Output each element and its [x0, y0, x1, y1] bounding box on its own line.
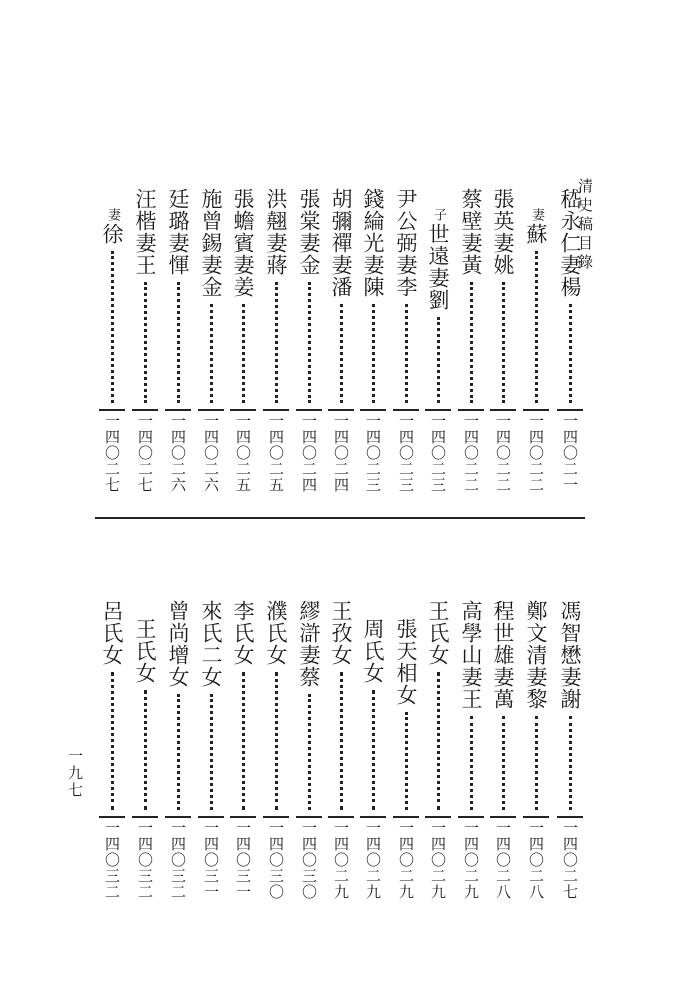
- entry-title: 蔡壁妻黃: [459, 188, 483, 276]
- toc-entry: [521, 208, 551, 493]
- entry-page-number: 一四〇二七: [99, 409, 125, 493]
- entry-title: 妻徐: [100, 208, 124, 245]
- entry-page-number: 一四〇三〇: [296, 816, 322, 900]
- entry-title: 子世遠妻劉: [426, 208, 450, 311]
- entry-page-number: 一四〇二四: [296, 409, 322, 493]
- entry-title: 王孜女: [329, 600, 353, 666]
- entry-page-number: 一四〇二二: [490, 409, 516, 493]
- toc-entry: [521, 600, 551, 900]
- dot-leader: [242, 672, 245, 810]
- dot-leader: [308, 282, 311, 403]
- running-header: 清史稿目錄: [576, 178, 594, 273]
- toc-entry: [456, 188, 486, 493]
- entry-page-number: 一四〇二七: [132, 409, 158, 493]
- entry-title: 嵇永仁妻楊: [558, 188, 582, 298]
- toc-entry: [456, 600, 486, 900]
- entry-title: 濮氏女: [264, 600, 288, 666]
- entry-title: 施曾錫妻金: [199, 188, 223, 298]
- entry-title: 李氏女: [231, 600, 255, 666]
- entry-page-number: 一四〇三二: [132, 816, 158, 900]
- toc-entry: [423, 600, 453, 900]
- toc-entry: [228, 188, 258, 493]
- toc-entry: [358, 188, 388, 493]
- entry-title: 高學山妻王: [459, 600, 483, 710]
- entry-title: 來氏二女: [199, 600, 223, 688]
- entry-page-number: 一四〇二九: [360, 816, 386, 900]
- toc-entry: [97, 600, 127, 900]
- entry-page-number: 一四〇二七: [557, 816, 583, 900]
- entry-title: 張蟾賓妻姜: [231, 188, 255, 298]
- toc-entry: [130, 618, 160, 900]
- entry-title: 張棠妻金: [297, 188, 321, 276]
- dot-leader: [177, 282, 180, 403]
- entry-title: 呂氏女: [100, 600, 124, 666]
- toc-entry: [488, 188, 518, 493]
- toc-entry: [326, 188, 356, 493]
- toc-entry: [358, 618, 388, 900]
- entry-page-number: 一四〇二三: [425, 409, 451, 493]
- toc-entry: [130, 188, 160, 493]
- entry-page-number: 一四〇三〇: [263, 816, 289, 900]
- entry-page-number: 一四〇二八: [490, 816, 516, 900]
- toc-entry: [261, 188, 291, 493]
- toc-entry: [294, 188, 324, 493]
- entry-title: 妻蘇: [524, 208, 548, 245]
- entry-page-number: 一四〇二三: [360, 409, 386, 493]
- toc-entry: [261, 600, 291, 900]
- entry-title: 王氏女: [133, 618, 157, 684]
- entry-title: 曾尚增女: [166, 600, 190, 688]
- dot-leader: [535, 716, 538, 810]
- dot-leader: [242, 304, 245, 403]
- dot-leader: [502, 716, 505, 810]
- entry-page-number: 一四〇二二: [458, 409, 484, 493]
- entry-page-number: 一四〇二二: [523, 409, 549, 493]
- dot-leader: [569, 716, 572, 810]
- dot-leader: [340, 304, 343, 403]
- dot-leader: [372, 690, 375, 810]
- entry-page-number: 一四〇二九: [393, 816, 419, 900]
- entry-title: 張天相女: [394, 618, 418, 706]
- entry-prefix: 子: [431, 208, 446, 223]
- entry-page-number: 一四〇二一: [557, 409, 583, 493]
- entry-title: 廷璐妻惲: [166, 188, 190, 276]
- dot-leader: [535, 251, 538, 403]
- entry-page-number: 一四〇二四: [328, 409, 354, 493]
- entry-title: 胡彌禪妻潘: [329, 188, 353, 298]
- dot-leader: [275, 282, 278, 403]
- entry-page-number: 一四〇三二: [99, 816, 125, 900]
- entry-page-number: 一四〇三二: [165, 816, 191, 900]
- dot-leader: [470, 282, 473, 403]
- dot-leader: [210, 694, 213, 810]
- entry-title: 洪翹妻蔣: [264, 188, 288, 276]
- entry-title: 繆滸妻蔡: [297, 600, 321, 688]
- dot-leader: [111, 672, 114, 810]
- dot-leader: [569, 304, 572, 403]
- dot-leader: [177, 694, 180, 810]
- dot-leader: [308, 694, 311, 810]
- toc-entry: [163, 188, 193, 493]
- dot-leader: [275, 672, 278, 810]
- entry-title: 鄭文清妻黎: [524, 600, 548, 710]
- dot-leader: [405, 304, 408, 403]
- entry-page-number: 一四〇二五: [230, 409, 256, 493]
- dot-leader: [144, 282, 147, 403]
- entry-page-number: 一四〇二五: [263, 409, 289, 493]
- dot-leader: [502, 282, 505, 403]
- entry-title: 尹公弼妻李: [394, 188, 418, 298]
- entry-page-number: 一四〇二三: [393, 409, 419, 493]
- entry-prefix: 妻: [105, 208, 120, 223]
- entry-page-number: 一四〇二六: [198, 409, 224, 493]
- dot-leader: [210, 304, 213, 403]
- entry-title: 王氏女: [426, 600, 450, 666]
- entry-title: 張英妻姚: [491, 188, 515, 276]
- toc-entry: [391, 618, 421, 900]
- toc-entry: [97, 208, 127, 493]
- page-number: 一九七: [66, 748, 84, 799]
- entry-title: 錢綸光妻陳: [361, 188, 385, 298]
- entry-page-number: 一四〇三一: [198, 816, 224, 900]
- dot-leader: [437, 317, 440, 403]
- section-divider: [95, 517, 585, 519]
- toc-entry: [555, 600, 585, 900]
- toc-entry: [196, 188, 226, 493]
- entry-title: 程世雄妻萬: [491, 600, 515, 710]
- dot-leader: [144, 690, 147, 810]
- entry-title: 汪楷妻王: [133, 188, 157, 276]
- entry-page-number: 一四〇二九: [425, 816, 451, 900]
- dot-leader: [340, 672, 343, 810]
- dot-leader: [372, 304, 375, 403]
- toc-entry: [488, 600, 518, 900]
- toc-entry: [391, 188, 421, 493]
- toc-entry: [294, 600, 324, 900]
- entry-page-number: 一四〇二八: [523, 816, 549, 900]
- entry-page-number: 一四〇三一: [230, 816, 256, 900]
- dot-leader: [437, 672, 440, 810]
- toc-entry: [326, 600, 356, 900]
- dot-leader: [470, 716, 473, 810]
- toc-entry: [423, 208, 453, 493]
- toc-entry: [228, 600, 258, 900]
- dot-leader: [405, 712, 408, 810]
- entry-title: 馮智懋妻謝: [558, 600, 582, 710]
- toc-entry: [163, 600, 193, 900]
- entry-title: 周氏女: [361, 618, 385, 684]
- entry-prefix: 妻: [529, 208, 544, 223]
- entry-page-number: 一四〇二九: [458, 816, 484, 900]
- entry-page-number: 一四〇二九: [328, 816, 354, 900]
- toc-entry: [196, 600, 226, 900]
- toc-entry: [555, 188, 585, 493]
- dot-leader: [111, 251, 114, 403]
- entry-page-number: 一四〇二六: [165, 409, 191, 493]
